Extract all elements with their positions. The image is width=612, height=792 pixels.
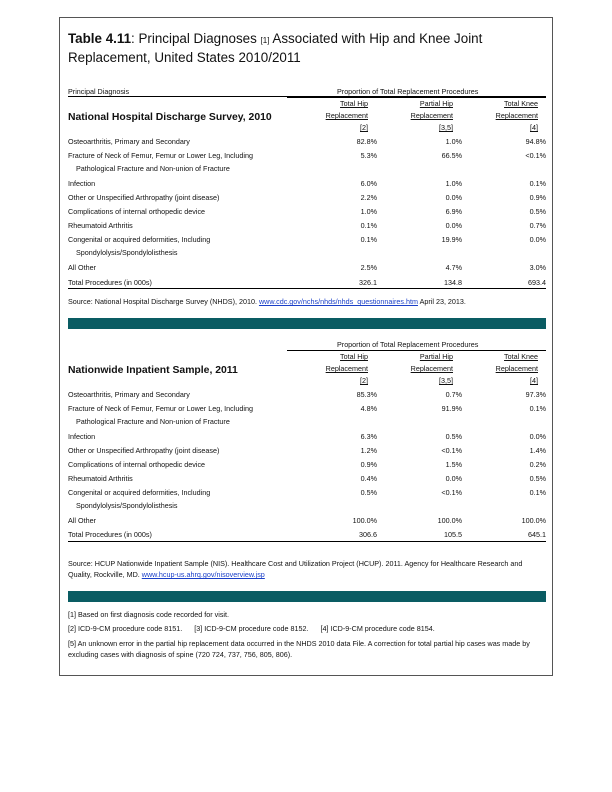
row-value: 134.8 bbox=[444, 278, 462, 287]
row-value: 1.5% bbox=[445, 460, 462, 469]
table-row bbox=[68, 221, 546, 233]
row-value: 1.0% bbox=[360, 207, 377, 216]
source-nhds-text: Source: National Hospital Discharge Survey (NHDS), 2010. bbox=[68, 297, 259, 306]
row-value: 3.0% bbox=[529, 263, 546, 272]
nhds-col-header-line: [4] bbox=[530, 123, 538, 132]
source-nis bbox=[68, 558, 546, 580]
table-row bbox=[68, 235, 546, 257]
row-label: Osteoarthritis, Primary and Secondary bbox=[68, 137, 190, 146]
row-value: 0.5% bbox=[529, 207, 546, 216]
row-label: All Other bbox=[68, 263, 96, 272]
total-rule-2 bbox=[68, 541, 546, 542]
source-nhds bbox=[68, 296, 546, 307]
nis-col-header-line: Total Knee bbox=[504, 352, 538, 361]
row-value: 0.0% bbox=[445, 193, 462, 202]
row-value: <0.1% bbox=[441, 488, 462, 497]
source-nis-link[interactable]: www.hcup-us.ahrq.gov/nisoverview.jsp bbox=[141, 570, 265, 579]
row-label: Rheumatoid Arthritis bbox=[68, 474, 133, 483]
row-value: 0.1% bbox=[360, 235, 377, 244]
row-value: 645.1 bbox=[528, 530, 546, 539]
principal-diagnosis-label: Principal Diagnosis bbox=[68, 87, 130, 96]
row-value: 1.0% bbox=[445, 137, 462, 146]
row-value: 0.9% bbox=[360, 460, 377, 469]
table-title bbox=[68, 30, 546, 66]
footnote-5: [5] An unknown error in the partial hip replacement data occurred in the NHDS 2010 data File. A correction for total partial hip cases was made by excluding cases with diagnosis of spine (720 724, 737, 756, 805, 806). bbox=[68, 639, 530, 659]
row-value: 0.0% bbox=[529, 432, 546, 441]
table-number: Table 4.11 bbox=[68, 31, 132, 46]
table-row bbox=[68, 516, 546, 528]
source-nis-text: Source: HCUP Nationwide Inpatient Sample (NIS). Healthcare Cost and Utilization Project (HCUP). 2011. Agency for Healthcare Research and Quality, Rockville, MD. bbox=[68, 559, 523, 579]
footnote-band bbox=[68, 591, 546, 602]
nis-col-header-3 bbox=[458, 351, 538, 387]
row-label: Rheumatoid Arthritis bbox=[68, 221, 133, 230]
row-value: 6.3% bbox=[360, 432, 377, 441]
row-value: 5.3% bbox=[360, 151, 377, 160]
row-value: 0.5% bbox=[360, 488, 377, 497]
row-value: <0.1% bbox=[441, 446, 462, 455]
row-value: 2.5% bbox=[360, 263, 377, 272]
row-label: Osteoarthritis, Primary and Secondary bbox=[68, 390, 190, 399]
table-row bbox=[68, 460, 546, 472]
row-value: 0.1% bbox=[529, 488, 546, 497]
row-value: 4.8% bbox=[360, 404, 377, 413]
row-value: 82.8% bbox=[356, 137, 377, 146]
row-value: 85.3% bbox=[356, 390, 377, 399]
table-row bbox=[68, 446, 546, 458]
row-label: All Other bbox=[68, 516, 96, 525]
nis-col-header-line: Replacement bbox=[325, 364, 368, 373]
row-value: 1.0% bbox=[445, 179, 462, 188]
row-sublabel: Pathological Fracture and Non-union of Fracture bbox=[76, 164, 230, 173]
row-value: 6.9% bbox=[445, 207, 462, 216]
nhds-col-header-line: Replacement bbox=[325, 111, 368, 120]
row-value: 0.1% bbox=[529, 179, 546, 188]
row-value: 0.0% bbox=[529, 235, 546, 244]
row-label: Infection bbox=[68, 432, 96, 441]
nhds-col-header-line: Replacement bbox=[495, 111, 538, 120]
title-text-cont: Associated with Hip and Knee Joint Replacement, United States 2010/2011 bbox=[68, 31, 483, 65]
row-label: Fracture of Neck of Femur, Femur or Lower Leg, Including bbox=[68, 404, 253, 413]
table-row bbox=[68, 404, 546, 426]
table-row bbox=[68, 207, 546, 219]
row-label: Fracture of Neck of Femur, Femur or Lower Leg, Including bbox=[68, 151, 253, 160]
nis-col-header-line: [2] bbox=[360, 376, 368, 385]
nis-col-header-line: Total Hip bbox=[340, 352, 368, 361]
row-sublabel: Spondylolysis/Spondylolisthesis bbox=[76, 248, 178, 257]
row-value: 306.6 bbox=[359, 530, 377, 539]
row-label: Complications of internal orthopedic device bbox=[68, 460, 206, 469]
row-value: 6.0% bbox=[360, 179, 377, 188]
row-value: 105.5 bbox=[444, 530, 462, 539]
nhds-col-header-line: Total Hip bbox=[340, 99, 368, 108]
row-label: Complications of internal orthopedic device bbox=[68, 207, 206, 216]
total-rule-1 bbox=[68, 288, 546, 289]
row-label: Congenital or acquired deformities, Including bbox=[68, 235, 211, 244]
nis-col-header-line: [3,5] bbox=[439, 376, 453, 385]
row-value: 0.1% bbox=[529, 404, 546, 413]
row-value: 1.4% bbox=[529, 446, 546, 455]
section-title-nhds: National Hospital Discharge Survey, 2010 bbox=[68, 112, 272, 123]
source-nhds-date: April 23, 2013. bbox=[417, 297, 466, 306]
nhds-col-header-line: [3,5] bbox=[439, 123, 453, 132]
row-value: 97.3% bbox=[525, 390, 546, 399]
row-label: Other or Unspecified Arthropathy (joint disease) bbox=[68, 193, 220, 202]
row-value: 0.4% bbox=[360, 474, 377, 483]
row-sublabel: Pathological Fracture and Non-union of Fracture bbox=[76, 417, 230, 426]
row-value: <0.1% bbox=[525, 151, 546, 160]
table-row bbox=[68, 151, 546, 173]
nhds-col-header-3 bbox=[458, 98, 538, 134]
nhds-col-header-line: [2] bbox=[360, 123, 368, 132]
row-value: 326.1 bbox=[359, 278, 377, 287]
nhds-col-header-2 bbox=[373, 98, 453, 134]
proportion-label-2: Proportion of Total Replacement Procedures bbox=[337, 340, 479, 349]
table-row bbox=[68, 137, 546, 149]
table-row bbox=[68, 179, 546, 191]
table-row bbox=[68, 474, 546, 486]
nis-col-header-line: Replacement bbox=[495, 364, 538, 373]
row-value: 100.0% bbox=[521, 516, 546, 525]
row-value: 0.7% bbox=[529, 221, 546, 230]
row-value: 66.5% bbox=[441, 151, 462, 160]
row-value: 94.8% bbox=[525, 137, 546, 146]
section-title-nis: Nationwide Inpatient Sample, 2011 bbox=[68, 365, 238, 376]
proportion-label-1: Proportion of Total Replacement Procedures bbox=[337, 87, 479, 96]
row-value: 91.9% bbox=[441, 404, 462, 413]
title-text: : Principal Diagnoses bbox=[131, 31, 261, 46]
row-value: 0.0% bbox=[445, 221, 462, 230]
row-value: 0.9% bbox=[529, 193, 546, 202]
row-value: 0.2% bbox=[529, 460, 546, 469]
table-row bbox=[68, 263, 546, 275]
row-label: Total Procedures (in 000s) bbox=[68, 530, 152, 539]
source-nhds-link[interactable]: www.cdc.gov/nchs/nhds/nhds_questionnaires.htm bbox=[258, 297, 418, 306]
row-value: 693.4 bbox=[528, 278, 546, 287]
row-value: 0.1% bbox=[360, 221, 377, 230]
row-value: 2.2% bbox=[360, 193, 377, 202]
row-sublabel: Spondylolysis/Spondylolisthesis bbox=[76, 501, 178, 510]
nhds-col-header-line: Partial Hip bbox=[419, 99, 453, 108]
nis-col-header-line: Replacement bbox=[410, 364, 453, 373]
nis-col-header-line: [4] bbox=[530, 376, 538, 385]
row-value: 0.5% bbox=[445, 432, 462, 441]
nis-col-header-2 bbox=[373, 351, 453, 387]
nhds-col-header-1 bbox=[288, 98, 368, 134]
footnote-2: [2] ICD-9-CM procedure code 8151. [3] ICD-9-CM procedure code 8152. [4] ICD-9-CM procedure code 8154. bbox=[68, 624, 435, 633]
table-row bbox=[68, 193, 546, 205]
title-ref: [1] bbox=[260, 36, 270, 45]
row-value: 0.5% bbox=[529, 474, 546, 483]
row-value: 19.9% bbox=[441, 235, 462, 244]
table-row bbox=[68, 390, 546, 402]
row-value: 1.2% bbox=[360, 446, 377, 455]
footnote-1: [1] Based on first diagnosis code recorded for visit. bbox=[68, 610, 230, 619]
row-value: 100.0% bbox=[437, 516, 462, 525]
row-value: 4.7% bbox=[445, 263, 462, 272]
row-label: Other or Unspecified Arthropathy (joint disease) bbox=[68, 446, 220, 455]
nis-col-header-1 bbox=[288, 351, 368, 387]
table-row bbox=[68, 432, 546, 444]
table-row bbox=[68, 488, 546, 510]
nis-col-header-line: Partial Hip bbox=[419, 352, 453, 361]
row-value: 0.7% bbox=[445, 390, 462, 399]
row-label: Infection bbox=[68, 179, 96, 188]
row-label: Total Procedures (in 000s) bbox=[68, 278, 152, 287]
row-value: 0.0% bbox=[445, 474, 462, 483]
section-divider-band bbox=[68, 318, 546, 329]
nhds-col-header-line: Replacement bbox=[410, 111, 453, 120]
row-label: Congenital or acquired deformities, Including bbox=[68, 488, 211, 497]
row-value: 100.0% bbox=[352, 516, 377, 525]
nhds-col-header-line: Total Knee bbox=[504, 99, 538, 108]
